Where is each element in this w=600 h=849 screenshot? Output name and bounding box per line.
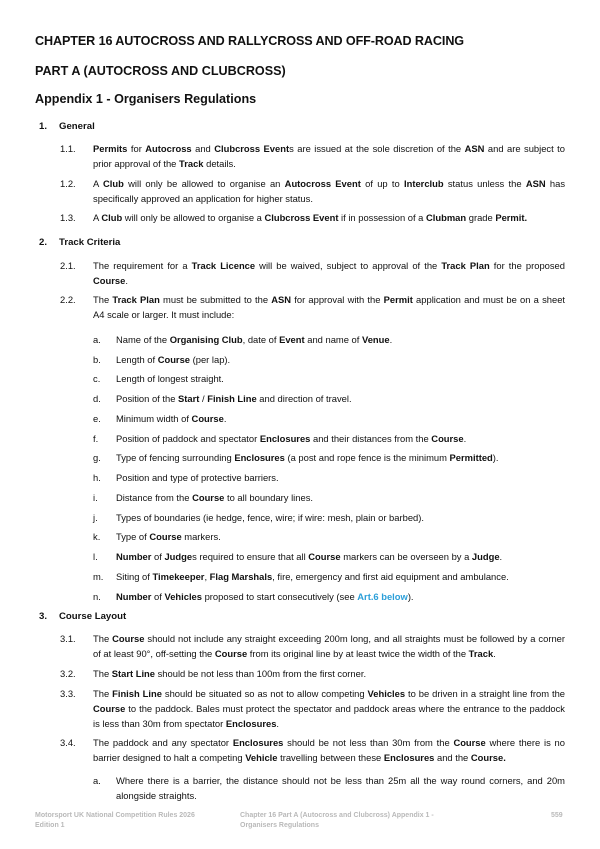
subclause-h (93, 470, 565, 485)
clause-text: A Club will only be allowed to organise a Clubcross Event if in possession of a Clubman grade Permit. (93, 212, 528, 223)
clause-number: 2.1. (60, 260, 76, 271)
subclause-text: Name of the Organising Club, date of Event and name of Venue. (116, 334, 393, 345)
section-title: Track Criteria (59, 237, 121, 248)
clause-text: A Club will only be allowed to organise an Autocross Event of up to Interclub status unless the ASN has specifically approved an application for higher status. (93, 178, 566, 204)
defined-term: Course (157, 354, 191, 365)
subclause-b (93, 352, 565, 367)
defined-term: Organising Club (169, 334, 243, 345)
defined-term: Enclosures (232, 737, 284, 748)
subclause-text: Position of the Start / Finish Line and direction of travel. (116, 393, 352, 404)
defined-term: Judge (471, 551, 500, 562)
defined-term: Course (453, 737, 486, 748)
subclause-text: Number of Vehicles proposed to start consecutively (see (116, 591, 358, 602)
defined-term: Permit. (495, 212, 528, 223)
defined-term: Number (116, 591, 152, 602)
page-number: 559 (551, 812, 563, 819)
subclause-a (93, 332, 565, 347)
clause-number: 2.2. (60, 294, 76, 305)
subclause-letter: n. (93, 591, 101, 602)
subclause-text: Type of fencing surrounding Enclosures (a post and rope fence is the minimum Permitted). (116, 452, 499, 463)
section-number: 1. (39, 121, 48, 132)
subclause-text: Where there is a barrier, the distance should not be less than 25m all the way round corners, and 20m alongside straights. (116, 775, 565, 801)
article-6-link[interactable]: Art.6 below (357, 591, 408, 602)
subclause-letter: e. (93, 413, 101, 424)
subclause-text: Distance from the Course to all boundary lines. (116, 492, 313, 503)
defined-term: Course (112, 633, 145, 644)
clause-text: The paddock and any spectator Enclosures should be not less than 30m from the Course where there is no barrier designed to halt a competing Vehicle travelling between these Enclosures and the Course. (93, 737, 565, 763)
clause-text: The Course should not include any straight exceeding 200m long, and all straights must be followed by a corner of at least 90°, off-setting the Course from its original line by at least twice the width of the Track. (93, 633, 566, 659)
defined-term: ASN (525, 178, 546, 189)
clause-number: 3.4. (60, 737, 76, 748)
subclause-e (93, 411, 565, 426)
section-number: 2. (39, 237, 48, 248)
defined-term: Interclub (404, 178, 444, 189)
subclause-l (93, 549, 565, 564)
clause-number: 3.1. (60, 633, 76, 644)
subclause-text: Length of longest straight. (116, 373, 224, 384)
defined-term: Course (93, 703, 126, 714)
defined-term: Clubman (426, 212, 467, 223)
defined-term: Autocross (145, 143, 192, 154)
defined-term: Course (149, 531, 182, 542)
subclause-letter: h. (93, 472, 101, 483)
defined-term: Permits (93, 143, 128, 154)
defined-term: ASN (464, 143, 485, 154)
subclause-i (93, 490, 565, 505)
subclause-3-4-a (93, 773, 565, 803)
clause-3-1 (60, 631, 565, 661)
subclause-letter: m. (93, 571, 104, 582)
defined-term: Venue (361, 334, 390, 345)
defined-term: Track Licence (191, 260, 256, 271)
clause-number: 1.2. (60, 178, 76, 189)
subclause-text: Siting of Timekeeper, Flag Marshals, fire, emergency and first aid equipment and ambulance. (116, 571, 509, 582)
subclause-letter: f. (93, 433, 99, 444)
subclause-letter: j. (93, 512, 98, 523)
footer-publication-title: Motorsport UK National Competition Rules 2026 (35, 812, 195, 819)
subclause-text: Type of Course markers. (116, 531, 221, 542)
subclause-text: Number of Judges required to ensure that all Course markers can be overseen by a Judge. (116, 551, 503, 562)
section-heading-general (39, 121, 95, 132)
defined-term: Vehicle (245, 752, 278, 763)
subclause-letter: a. (93, 334, 101, 345)
defined-term: Start (178, 393, 200, 404)
subclause-text: Length of Course (per lap). (116, 354, 231, 365)
clause-text: The Track Plan must be submitted to the ASN for approval with the Permit application and must be on a sheet A4 scale or larger. It must include: (93, 294, 566, 320)
subclause-letter: a. (93, 775, 101, 786)
subclause-text: Position of paddock and spectator Enclosures and their distances from the Course. (116, 433, 467, 444)
defined-term: Permit (383, 294, 413, 305)
defined-term: Course (214, 648, 248, 659)
defined-term: Track Plan (441, 260, 490, 271)
footer-publication (35, 811, 195, 831)
footer-chapter (240, 811, 434, 831)
defined-term: Enclosures (225, 718, 277, 729)
subclause-n (93, 589, 565, 604)
defined-term: Finish Line (207, 393, 257, 404)
defined-term: Course. (470, 752, 506, 763)
section-title: General (59, 121, 95, 132)
section-heading-course-layout (39, 611, 126, 622)
subclause-text-end: ). (407, 591, 414, 602)
subclause-text: Minimum width of Course. (116, 413, 227, 424)
defined-term: Judge (164, 551, 193, 562)
clause-number: 1.1. (60, 143, 76, 154)
subclause-letter: c. (93, 373, 101, 384)
defined-term: ASN (271, 294, 292, 305)
subclause-f (93, 431, 565, 446)
clause-1-2 (60, 176, 565, 206)
defined-term: Club (103, 178, 124, 189)
clause-2-1 (60, 258, 565, 288)
defined-term: Course (308, 551, 341, 562)
defined-term: Enclosures (383, 752, 435, 763)
defined-term: Club (101, 212, 123, 223)
defined-term: Course (93, 275, 126, 286)
subclause-text: Position and type of protective barriers. (116, 472, 279, 483)
clause-text: The Start Line should be not less than 100m from the first corner. (93, 668, 367, 679)
clause-number: 3.2. (60, 668, 76, 679)
section-number: 3. (39, 611, 48, 622)
subclause-letter: k. (93, 531, 101, 542)
subclause-letter: b. (93, 354, 101, 365)
defined-term: Track Plan (112, 294, 160, 305)
part-title: PART A (AUTOCROSS AND CLUBCROSS) (35, 64, 286, 78)
defined-term: Enclosures (234, 452, 285, 463)
footer-edition: Edition 1 (35, 822, 65, 829)
defined-term: Start Line (111, 668, 156, 679)
footer-chapter-line1: Chapter 16 Part A (Autocross and Clubcross) Appendix 1 - (240, 812, 434, 819)
clause-1-3 (60, 210, 565, 225)
subclause-letter: i. (93, 492, 98, 503)
section-heading-track-criteria (39, 237, 120, 248)
section-title: Course Layout (59, 611, 127, 622)
subclause-k (93, 529, 565, 544)
defined-term: Course (192, 492, 225, 503)
subclause-letter: g. (93, 452, 101, 463)
defined-term: Flag Marshals (209, 571, 273, 582)
defined-term: Event (279, 334, 305, 345)
subclause-c (93, 371, 565, 386)
defined-term: Course (431, 433, 464, 444)
defined-term: Finish Line (112, 688, 162, 699)
footer-chapter-line2: Organisers Regulations (240, 822, 319, 829)
clause-number: 1.3. (60, 212, 76, 223)
subclause-text: Types of boundaries (ie hedge, fence, wire; if wire: mesh, plain or barbed). (116, 512, 424, 523)
subclause-g (93, 450, 565, 465)
defined-term: Track (179, 158, 204, 169)
defined-term: Timekeeper (152, 571, 205, 582)
clause-3-2 (60, 666, 565, 681)
clause-3-3 (60, 686, 565, 731)
subclause-j (93, 510, 565, 525)
subclause-letter: l. (93, 551, 98, 562)
clause-text: The Finish Line should be situated so as not to allow competing Vehicles to be driven in a straight line from the Course to the paddock. Bales must protect the spectator and paddock areas where the entrance to the paddock is less than 30m from spectator Enclosures. (93, 688, 565, 729)
defined-term: Enclosures (259, 433, 311, 444)
defined-term: Number (116, 551, 152, 562)
defined-term: Clubcross Event (214, 143, 290, 154)
defined-term: Track (468, 648, 494, 659)
chapter-title: CHAPTER 16 AUTOCROSS AND RALLYCROSS AND OFF-ROAD RACING (35, 34, 465, 48)
clause-1-1 (60, 141, 565, 171)
clause-number: 3.3. (60, 688, 76, 699)
appendix-title: Appendix 1 - Organisers Regulations (35, 92, 257, 106)
clause-text: The requirement for a Track Licence will be waived, subject to approval of the Track Plan for the proposed Course. (93, 260, 565, 286)
defined-term: Clubcross Event (264, 212, 339, 223)
clause-2-2 (60, 292, 565, 322)
defined-term: Vehicles (367, 688, 406, 699)
clause-3-4 (60, 735, 565, 765)
defined-term: Vehicles (164, 591, 202, 602)
defined-term: Permitted (449, 452, 493, 463)
defined-term: Autocross Event (284, 178, 361, 189)
clause-text: Permits for Autocross and Clubcross Events are issued at the sole discretion of the ASN and are subject to prior approval of the Track details. (93, 143, 565, 169)
subclause-letter: d. (93, 393, 101, 404)
subclause-m (93, 569, 565, 584)
subclause-d (93, 391, 565, 406)
defined-term: Course (191, 413, 224, 424)
